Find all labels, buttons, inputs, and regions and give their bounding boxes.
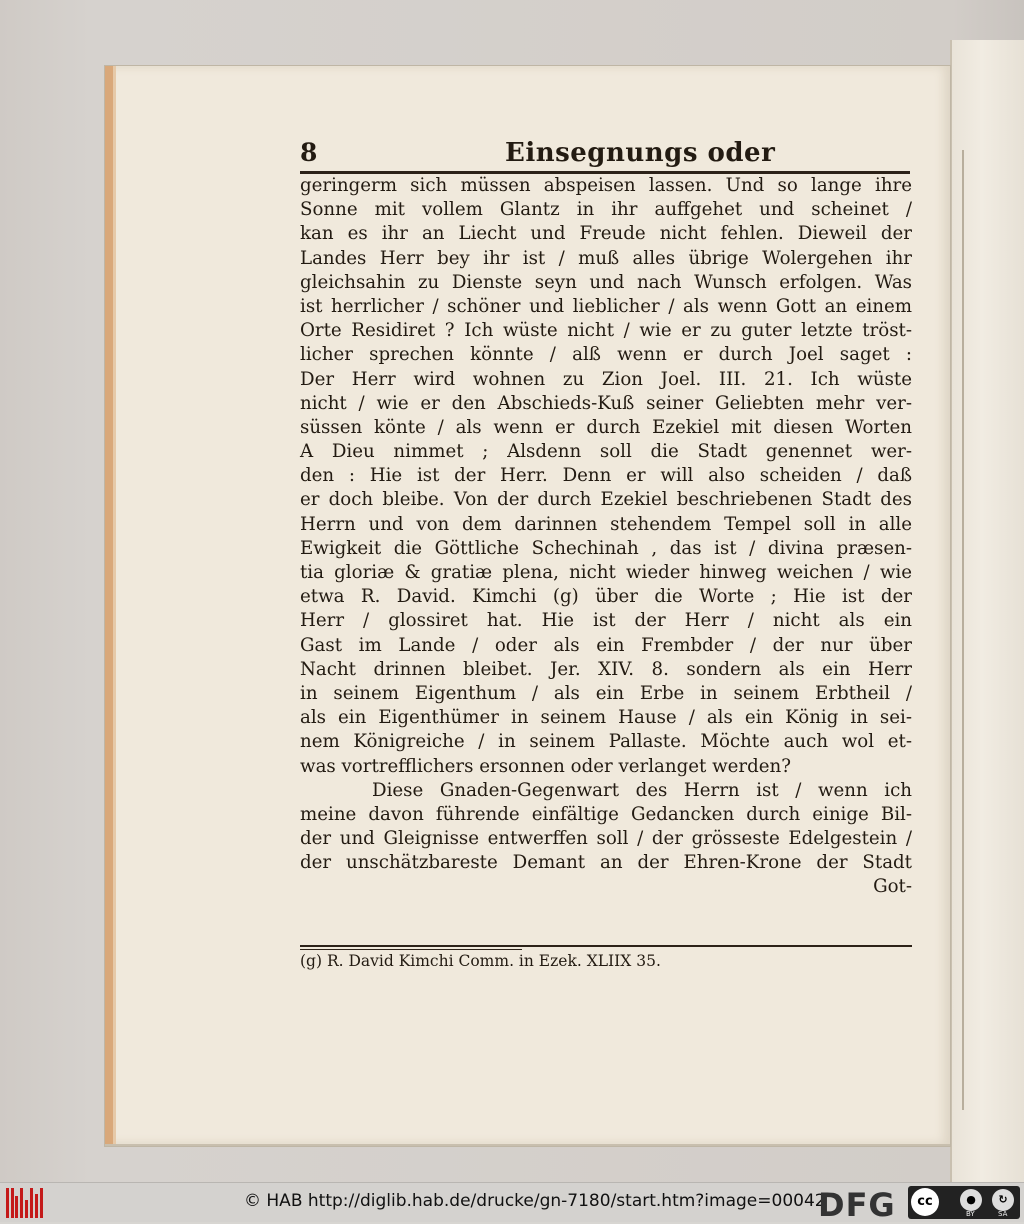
hab-logo-icon[interactable]: [6, 1188, 46, 1218]
body-text: [300, 174, 912, 900]
viewer-footer: [0, 1182, 1024, 1222]
text-line: Gast im Lande / oder als ein Frembder / der nur über: [300, 634, 912, 656]
text-line: Herrn und von dem darinnen stehendem Tempel soll in alle: [300, 513, 912, 535]
text-line: was vortrefflichers ersonnen oder verlanget werden?: [300, 755, 791, 777]
text-line: nicht / wie er den Abschieds-Kuß seiner Geliebten mehr ver-: [300, 392, 912, 414]
page-number: 8: [300, 138, 318, 167]
text-line: Sonne mit vollem Glantz in ihr auffgehet und scheinet /: [300, 199, 912, 221]
text-line: süssen könte / als wenn er durch Ezekiel mit diesen Worten: [300, 416, 912, 438]
text-line: Orte Residiret ? Ich wüste nicht / wie er zu guter letzte tröst-: [300, 320, 912, 342]
copyright-link[interactable]: © HAB http://diglib.hab.de/drucke/gn-7180/start.htm?image=00042: [244, 1191, 826, 1211]
text-line: Nacht drinnen bleibet. Jer. XIV. 8. sondern als ein Herr: [300, 658, 912, 680]
text-line: A Dieu nimmet ; Alsdenn soll die Stadt genennet wer-: [300, 441, 912, 463]
catchword: Got-: [873, 876, 912, 898]
by-label: BY: [966, 1210, 975, 1218]
page-header: [300, 138, 910, 174]
dfg-logo[interactable]: DFG: [818, 1186, 896, 1224]
footnote-rule: [300, 945, 912, 947]
text-line: ist herrlicher / schöner und lieblicher / als wenn Gott an einem: [300, 295, 912, 317]
text-line: er doch bleibe. Von der durch Ezekiel beschriebenen Stadt des: [300, 489, 912, 511]
edge-line: [962, 150, 964, 1110]
text-line: kan es ihr an Liecht und Freude nicht fehlen. Dieweil der: [300, 223, 912, 245]
text-line: gleichsahin zu Dienste seyn und nach Wunsch erfolgen. Was: [300, 271, 912, 293]
text-line: der unschätzbareste Demant an der Ehren-Krone der Stadt: [300, 852, 912, 874]
text-line: als ein Eigenthümer in seinem Hause / als ein König in sei-: [300, 707, 912, 729]
footnote: (g) R. David Kimchi Comm. in Ezek. XLIIX 35.: [300, 952, 661, 970]
text-line: Diese Gnaden-Gegenwart des Herrn ist / wenn ich: [372, 779, 912, 801]
text-line: Landes Herr bey ihr ist / muß alles übrige Wolergehen ihr: [300, 247, 912, 269]
text-line: der und Gleignisse entwerffen soll / der grösseste Edelgestein /: [300, 828, 912, 850]
text-line: in seinem Eigenthum / als ein Erbe in seinem Erbtheil /: [300, 682, 912, 704]
text-line: nem Königreiche / in seinem Pallaste. Möchte auch wol et-: [300, 731, 912, 753]
text-line: Ewigkeit die Göttliche Schechinah , das ist / divina præsen-: [300, 537, 912, 559]
text-line: Herr / glossiret hat. Hie ist der Herr / nicht als ein: [300, 610, 912, 632]
by-icon: ●: [960, 1189, 982, 1211]
text-line: licher sprechen könnte / alß wenn er durch Joel saget :: [300, 344, 912, 366]
text-line: etwa R. David. Kimchi (g) über die Worte ; Hie ist der: [300, 586, 912, 608]
sa-label: SA: [998, 1210, 1008, 1218]
sa-icon: ↻: [992, 1189, 1014, 1211]
next-page-edge: [950, 40, 1024, 1182]
text-line: Der Herr wird wohnen zu Zion Joel. III. 21. Ich wüste: [300, 368, 912, 390]
text-line: geringerm sich müssen abspeisen lassen. Und so lange ihre: [300, 175, 912, 196]
cc-license-badge[interactable]: [908, 1186, 1020, 1219]
text-line: meine davon führende einfältige Gedancken durch einige Bil-: [300, 803, 912, 825]
text-line: tia gloriæ & gratiæ plena, nicht wieder hinweg weichen / wie: [300, 562, 912, 583]
running-head: Einsegnungs oder: [505, 138, 776, 168]
text-line: den : Hie ist der Herr. Denn er will also scheiden / daß: [300, 465, 912, 487]
cc-icon: cc: [911, 1188, 939, 1216]
